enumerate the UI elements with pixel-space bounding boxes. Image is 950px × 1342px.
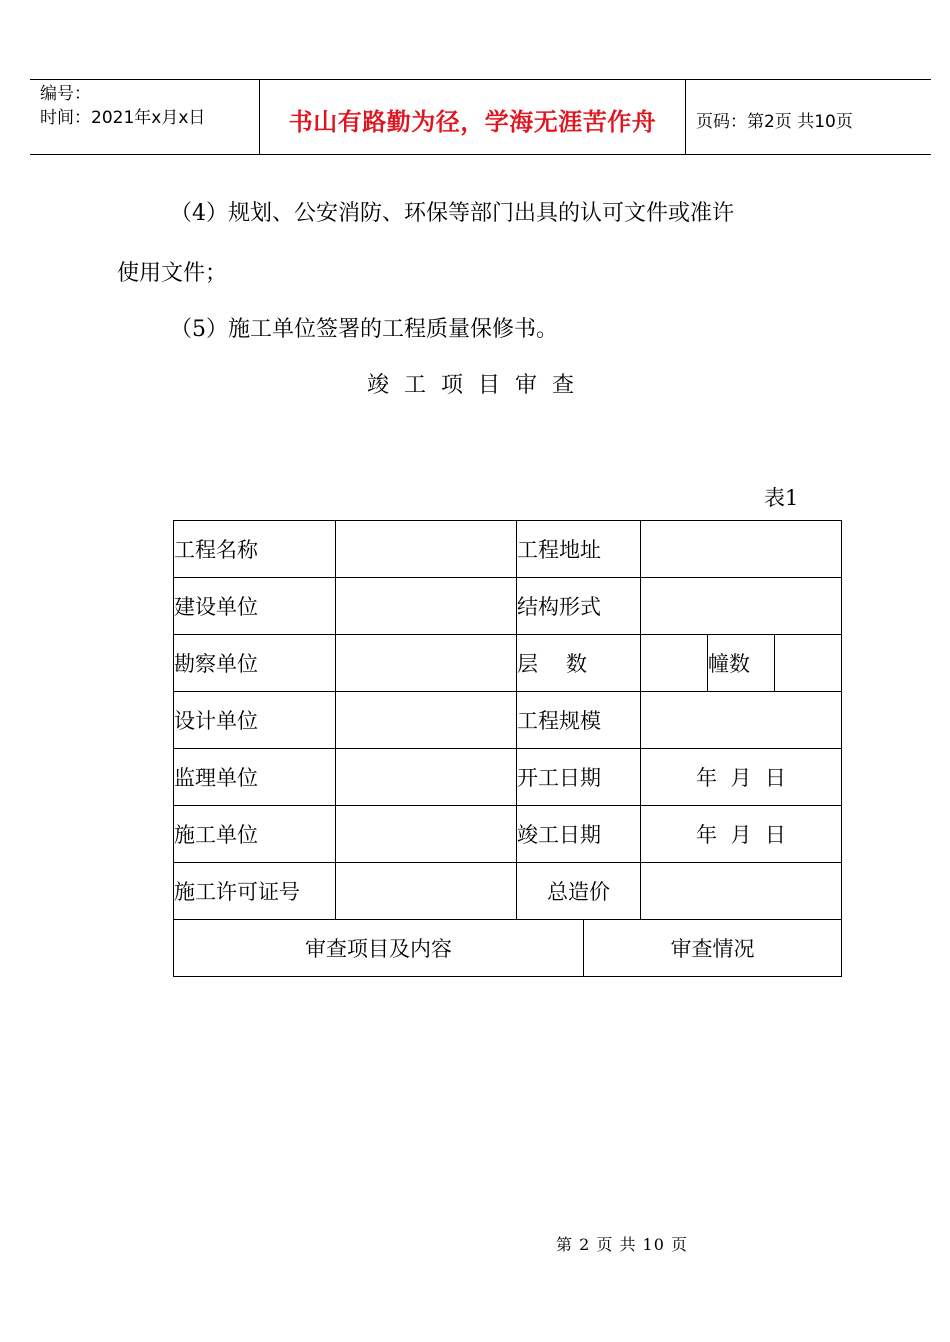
table-row xyxy=(174,863,842,920)
header-review-status: 审查情况 xyxy=(584,920,842,977)
header-divider xyxy=(685,80,686,155)
value-project-name[interactable] xyxy=(336,521,517,578)
value-total-cost[interactable] xyxy=(641,863,842,920)
label-total-cost: 总造价 xyxy=(517,863,641,920)
label-supervision-unit: 监理单位 xyxy=(174,749,336,806)
label-project-address: 工程地址 xyxy=(517,521,641,578)
label-project-scale: 工程规模 xyxy=(517,692,641,749)
item-5: （5）施工单位签署的工程质量保修书。 xyxy=(170,317,558,342)
label-completion-date: 竣工日期 xyxy=(517,806,641,863)
header-page-info: 页码：第2页 共10页 xyxy=(696,112,853,132)
value-survey-unit[interactable] xyxy=(336,635,517,692)
value-building-count[interactable] xyxy=(775,635,842,692)
label-construction-unit: 建设单位 xyxy=(174,578,336,635)
label-project-name: 工程名称 xyxy=(174,521,336,578)
label-survey-unit: 勘察单位 xyxy=(174,635,336,692)
table-row xyxy=(174,692,842,749)
header-meta xyxy=(40,82,205,130)
label-design-unit: 设计单位 xyxy=(174,692,336,749)
header-motto: 书山有路勤为径，学海无涯苦作舟 xyxy=(288,108,657,136)
label-floors-char-1: 层 xyxy=(517,652,538,676)
table-row xyxy=(174,635,842,692)
value-construction-unit[interactable] xyxy=(336,578,517,635)
value-permit-number[interactable] xyxy=(336,863,517,920)
header-review-items: 审查项目及内容 xyxy=(174,920,584,977)
label-structure-form: 结构形式 xyxy=(517,578,641,635)
value-supervision-unit[interactable] xyxy=(336,749,517,806)
value-start-date[interactable]: 年 月 日 xyxy=(641,749,842,806)
section-title: 竣工项目审查 xyxy=(366,373,589,398)
label-floors-char-2: 数 xyxy=(566,652,587,676)
value-design-unit[interactable] xyxy=(336,692,517,749)
table-row xyxy=(174,521,842,578)
label-floors xyxy=(517,635,641,692)
value-completion-date[interactable]: 年 月 日 xyxy=(641,806,842,863)
page-header xyxy=(30,79,931,155)
label-start-date: 开工日期 xyxy=(517,749,641,806)
item-4-line-1: （4）规划、公安消防、环保等部门出具的认可文件或准许 xyxy=(170,201,734,226)
time-label: 时间：2021年x月x日 xyxy=(40,108,206,128)
value-project-address[interactable] xyxy=(641,521,842,578)
table-row xyxy=(174,806,842,863)
value-structure-form[interactable] xyxy=(641,578,842,635)
table-number: 表1 xyxy=(764,486,799,510)
value-builder-unit[interactable] xyxy=(336,806,517,863)
item-4-line-2: 使用文件； xyxy=(117,261,228,286)
value-floors[interactable] xyxy=(641,635,708,692)
table-row xyxy=(174,749,842,806)
page-footer: 第 2 页 共 10 页 xyxy=(556,1235,688,1254)
value-project-scale[interactable] xyxy=(641,692,842,749)
serial-label: 编号： xyxy=(40,84,91,104)
label-builder-unit: 施工单位 xyxy=(174,806,336,863)
label-building-count: 幢数 xyxy=(708,635,775,692)
label-permit-number: 施工许可证号 xyxy=(174,863,336,920)
audit-table xyxy=(173,520,842,977)
table-row xyxy=(174,920,842,977)
table-row xyxy=(174,578,842,635)
